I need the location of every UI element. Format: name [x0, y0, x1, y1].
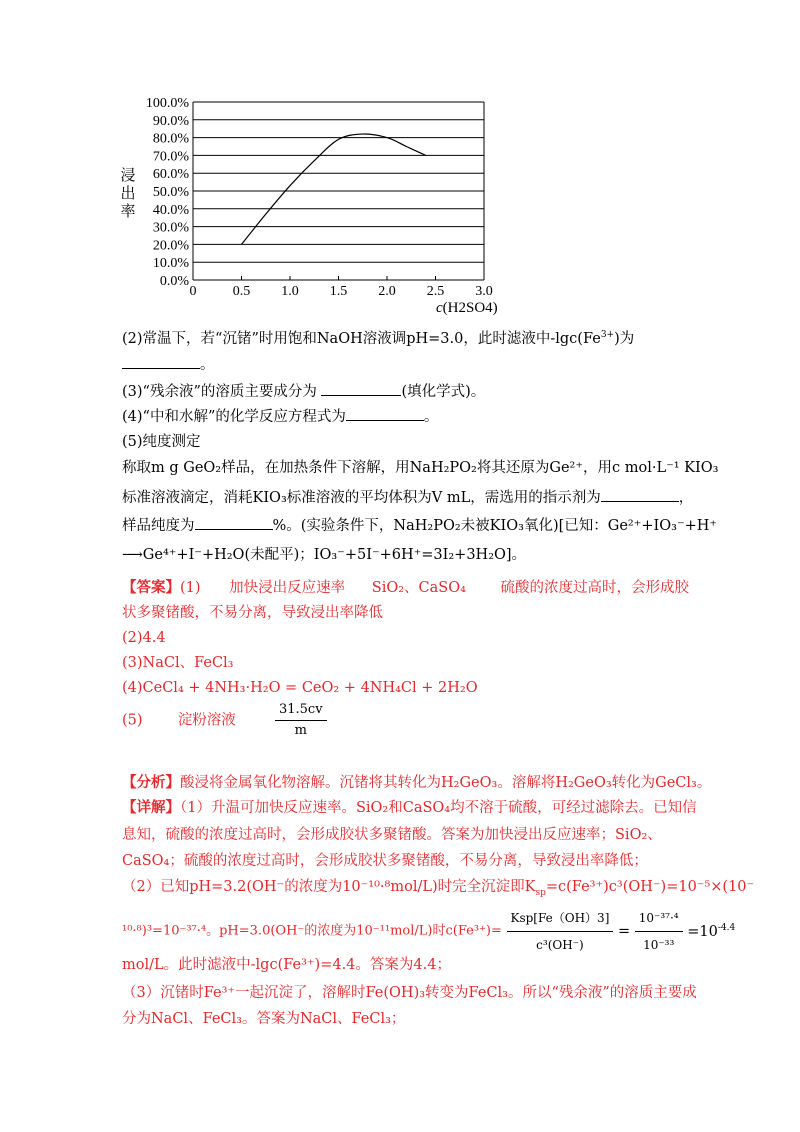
question-5-line-3: 样品纯度为 %。(实验条件下，NaH₂PO₂未被KIO₃氧化)[已知：Ge²⁺+IO₃⁻+H⁺: [122, 515, 717, 536]
question-4: (4)“中和水解”的化学反应方程式为 。: [122, 406, 438, 427]
series-line-leaching-rate: [242, 134, 426, 244]
y-tick-label: 20.0%: [152, 238, 189, 254]
x-tick-label: 0: [189, 284, 197, 299]
answer-blank: [195, 515, 273, 530]
answer-5: (5) 淀粉溶液 $\frac{31.5cv}{m}$: [122, 700, 327, 741]
x-tick-label: 2.5: [426, 284, 445, 299]
y-tick-label: 10.0%: [152, 256, 189, 272]
x-tick-label: 1.0: [281, 284, 299, 299]
y-axis-label: 浸出率: [120, 168, 136, 220]
answer-4: (4)CeCl₄ + 4NH₃·H₂O = CeO₂ + 4NH₄Cl + 2H₂O: [122, 680, 478, 696]
detail-1-line-3: CaSO₄；硫酸的浓度过高时，会形成胶状多聚锗酸，不易分离，导致浸出率降低；: [122, 853, 648, 869]
y-tick-label: 70.0%: [152, 149, 189, 165]
leaching-rate-chart: [0, 0, 800, 330]
x-tick-label: 0.5: [232, 284, 251, 299]
question-5-line-1: 称取m g GeO₂样品，在加热条件下溶解，用NaH₂PO₂将其还原为Ge²⁺，用c mol·L⁻¹ KIO₃: [122, 460, 719, 476]
x-tick-label: 2.0: [378, 284, 396, 299]
y-tick-label: 30.0%: [152, 220, 189, 236]
y-tick-label: 100.0%: [145, 96, 189, 111]
question-2-blank-line: 。: [122, 354, 215, 375]
question-5-line-4: ⟶Ge⁴⁺+I⁻+H₂O(未配平)；IO₃⁻+5I⁻+6H⁺=3I₂+3H₂O]。: [122, 547, 527, 563]
detail-1-line-2: 息知，硫酸的浓度过高时，会形成胶状多聚锗酸。答案为加快浸出反应速率；SiO₂、: [122, 827, 662, 843]
detail-2-line-3: mol/L。此时滤液中-lgc(Fe³⁺)=4.4。答案为4.4；: [122, 957, 451, 973]
question-5-title: (5)纯度测定: [122, 434, 201, 450]
ksp-fraction: $\frac{\text{Ksp[Fe（OH）3]}}{\text{c³(OH⁻)}}$: [507, 905, 614, 958]
answer-5-fraction: $\frac{31.5cv}{m}$: [275, 700, 327, 741]
y-tick-label: 90.0%: [152, 113, 189, 129]
answer-blank: [346, 406, 424, 421]
question-5-line-2: 标准溶液滴定，消耗KIO₃标准溶液的平均体积为V mL，需选用的指示剂为 ，: [122, 487, 693, 508]
x-tick-label: 3.0: [475, 284, 493, 299]
detail-2-line-2: ¹⁰·⁸)³=10⁻³⁷·⁴。pH=3.0(OH⁻的浓度为10⁻¹¹mol/L)时c(Fe³⁺)= $\frac{\text{Ksp[Fe（OH）3]}}{\text{c³(OH⁻)}}$ = $\frac{\text{10⁻³⁷·⁴}}{\text{10⁻³³}}$ $=10^{-4.4}$: [122, 905, 735, 958]
answer-blank: [321, 381, 401, 396]
question-3: (3)“残余液”的溶质主要成分为 (填化学式)。: [122, 381, 485, 402]
detail-1-line-1: 【详解】（1）升温可加快反应速率。SiO₂和CaSO₄均不溶于硫酸，可经过滤除去。已知信: [122, 799, 697, 816]
power-fraction: $\frac{\text{10⁻³⁷·⁴}}{\text{10⁻³³}}$: [635, 905, 683, 958]
detail-2-line-1: （2）已知pH=3.2(OH⁻的浓度为10⁻¹⁰·⁸mol/L)时完全沉淀即$K_{sp}=c(Fe^{3+})c^3(OH^-)=10^{-5}\times(10^-$: [122, 879, 755, 898]
x-tick-label: 1.5: [329, 284, 348, 299]
answer-1-cont: 状多聚锗酸，不易分离，导致浸出率降低: [122, 605, 383, 621]
answer-blank: [601, 487, 679, 502]
y-tick-label: 80.0%: [152, 131, 189, 147]
answer-1: 【答案】(1) 加快浸出反应速率 SiO₂、CaSO₄ 硫酸的浓度过高时，会形成胶: [122, 579, 690, 596]
y-tick-label: 50.0%: [152, 185, 189, 200]
detail-3-line-2: 分为NaCl、FeCl₃。答案为NaCl、FeCl₃；: [122, 1011, 406, 1027]
y-tick-label: 60.0%: [152, 167, 189, 183]
detail-3-line-1: （3）沉锗时Fe³⁺一起沉淀了，溶解时Fe(OH)₃转变为FeCl₃。所以“残余液”的溶质主要成: [122, 985, 697, 1001]
y-tick-label: 40.0%: [152, 202, 189, 218]
y-tick-label: 0.0%: [159, 274, 189, 289]
x-axis-label: c(H2SO4): [436, 300, 498, 316]
analysis: 【分析】酸浸将金属氧化物溶解。沉锗将其转化为H₂GeO₃。溶解将H₂GeO₃转化为GeCl₃。: [122, 774, 712, 791]
answer-blank: [122, 354, 200, 369]
answer-3: (3)NaCl、FeCl₃: [122, 655, 234, 671]
question-2: (2)常温下，若“沉锗”时用饱和NaOH溶液调pH=3.0，此时滤液中$-\lg c(Fe^{3+})$为: [122, 330, 635, 347]
answer-2: (2)4.4: [122, 630, 166, 646]
